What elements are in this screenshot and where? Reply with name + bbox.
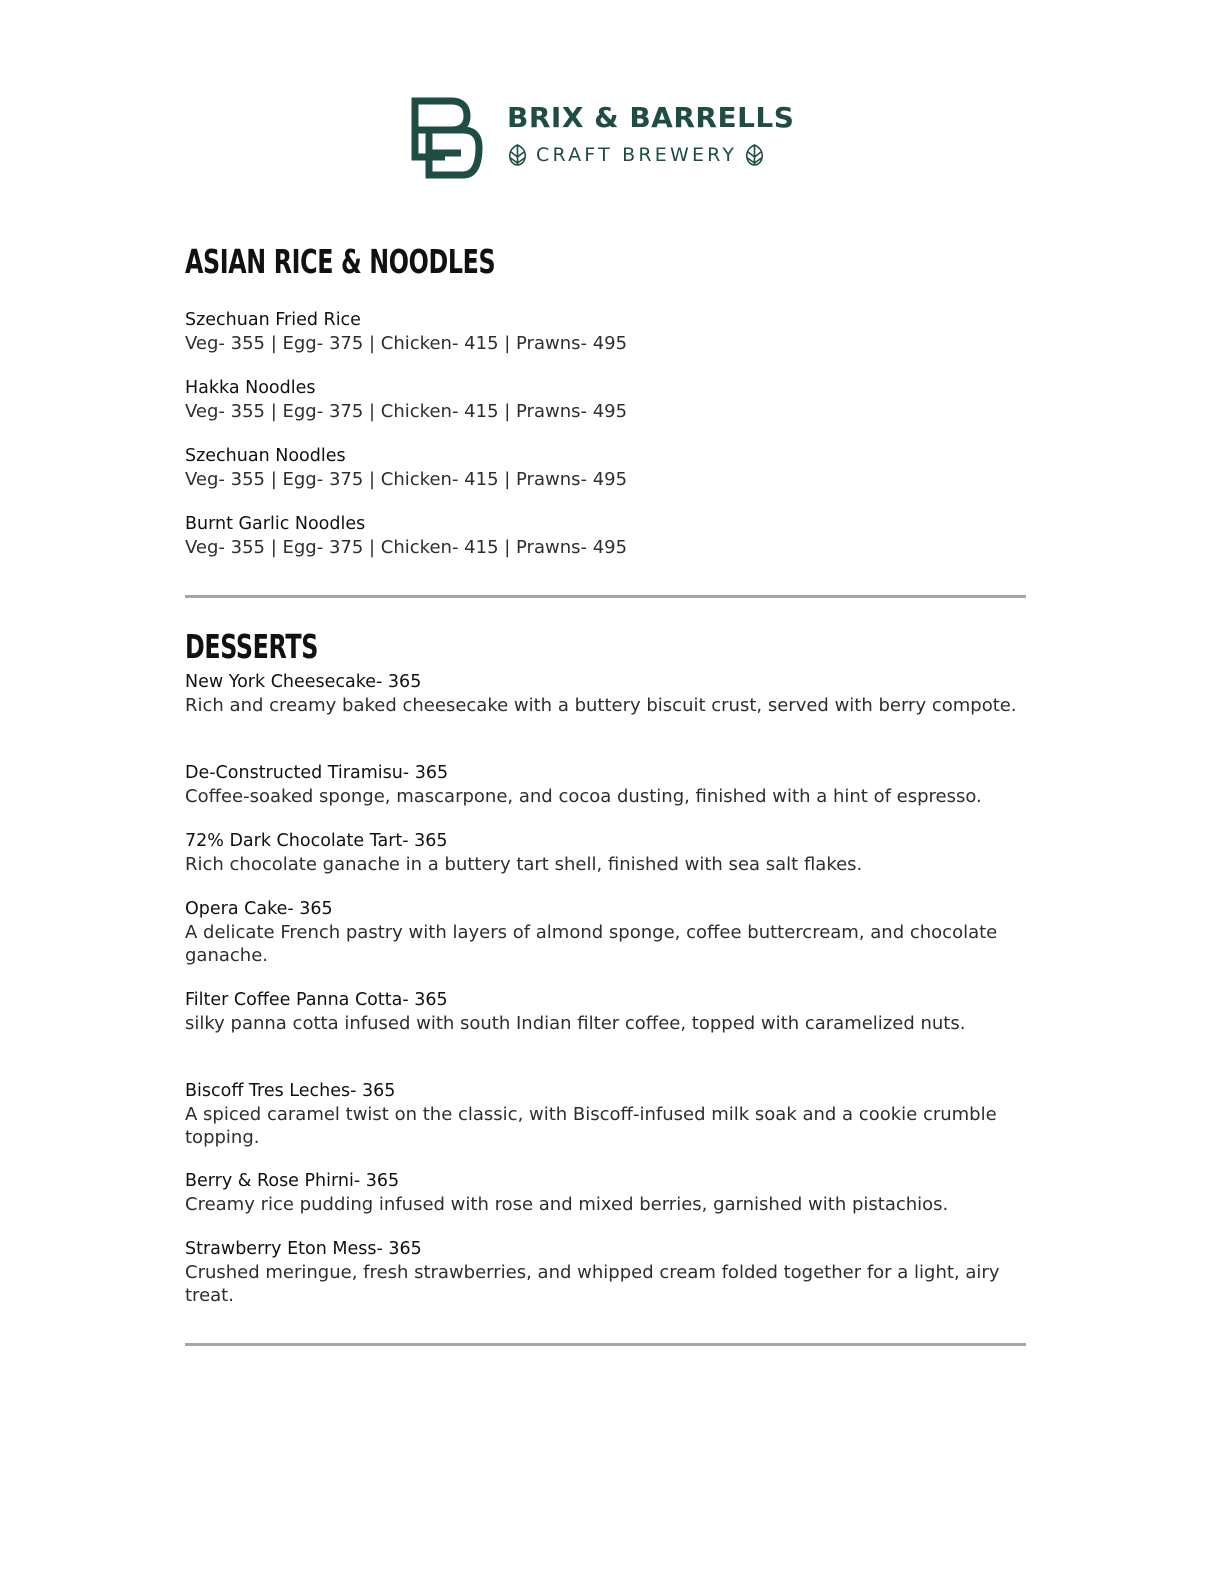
- menu-item: [185, 309, 1030, 355]
- menu-item: [185, 445, 1030, 491]
- menu-item-name: Berry & Rose Phirni- 365: [185, 1171, 400, 1191]
- menu-item-name: Strawberry Eton Mess- 365: [185, 1239, 422, 1259]
- menu-item: [185, 762, 1030, 808]
- menu-item: [185, 898, 1030, 967]
- menu-item-name: Hakka Noodles: [185, 378, 316, 398]
- menu-item-name: New York Cheesecake- 365: [185, 672, 422, 692]
- menu-item-description: Rich and creamy baked cheesecake with a buttery biscuit crust, served with berry compote.: [185, 695, 1017, 716]
- menu-item-name: 72% Dark Chocolate Tart- 365: [185, 831, 448, 851]
- menu-item-name: Burnt Garlic Noodles: [185, 514, 366, 534]
- menu-item-description: A spiced caramel twist on the classic, with Biscoff-infused milk soak and a cookie crumble topping.: [185, 1104, 997, 1148]
- menu-item-prices: Veg- 355 | Egg- 375 | Chicken- 415 | Prawns- 495: [185, 469, 628, 490]
- menu-item-name: De-Constructed Tiramisu- 365: [185, 763, 449, 783]
- menu-item: [185, 830, 1030, 876]
- menu-item: [185, 1080, 1030, 1149]
- section-title-asian-rice-noodles: ASIAN RICE & NOODLES: [185, 242, 496, 281]
- menu-item-description: Crushed meringue, fresh strawberries, and whipped cream folded together for a light, airy treat.: [185, 1262, 1000, 1306]
- menu-item-name: Biscoff Tres Leches- 365: [185, 1081, 396, 1101]
- brand-name: BRIX & BARRELLS: [507, 101, 795, 134]
- brand-tagline: CRAFT BREWERY: [536, 144, 738, 166]
- hop-icon: [507, 143, 528, 167]
- section-divider: [185, 595, 1026, 598]
- menu-item-name: Szechuan Noodles: [185, 446, 346, 466]
- menu-item-name: Szechuan Fried Rice: [185, 310, 361, 330]
- brand-tagline-row: [507, 143, 765, 167]
- bb-monogram-icon: [411, 97, 483, 179]
- menu-item: [185, 1170, 1030, 1216]
- menu-item-description: Rich chocolate ganache in a buttery tart shell, finished with sea salt flakes.: [185, 854, 863, 875]
- menu-item-prices: Veg- 355 | Egg- 375 | Chicken- 415 | Prawns- 495: [185, 401, 628, 422]
- menu-item: [185, 671, 1030, 717]
- menu-item: [185, 377, 1030, 423]
- menu-item: [185, 1238, 1030, 1307]
- section-divider: [185, 1343, 1026, 1346]
- menu-item-description: Coffee-soaked sponge, mascarpone, and cocoa dusting, finished with a hint of espresso.: [185, 786, 982, 807]
- menu-item-description: Creamy rice pudding infused with rose and mixed berries, garnished with pistachios.: [185, 1194, 949, 1215]
- menu-item-name: Filter Coffee Panna Cotta- 365: [185, 990, 448, 1010]
- hop-icon: [744, 143, 765, 167]
- menu-item-prices: Veg- 355 | Egg- 375 | Chicken- 415 | Prawns- 495: [185, 537, 628, 558]
- menu-item-description: silky panna cotta infused with south Indian filter coffee, topped with caramelized nuts.: [185, 1013, 966, 1034]
- menu-item-description: A delicate French pastry with layers of almond sponge, coffee buttercream, and chocolate ganache.: [185, 922, 998, 966]
- menu-item: [185, 513, 1030, 559]
- menu-item-name: Opera Cake- 365: [185, 899, 333, 919]
- section-title-desserts: DESSERTS: [185, 627, 319, 666]
- brand-logo: [411, 97, 803, 181]
- menu-item: [185, 989, 1030, 1035]
- menu-item-prices: Veg- 355 | Egg- 375 | Chicken- 415 | Prawns- 495: [185, 333, 628, 354]
